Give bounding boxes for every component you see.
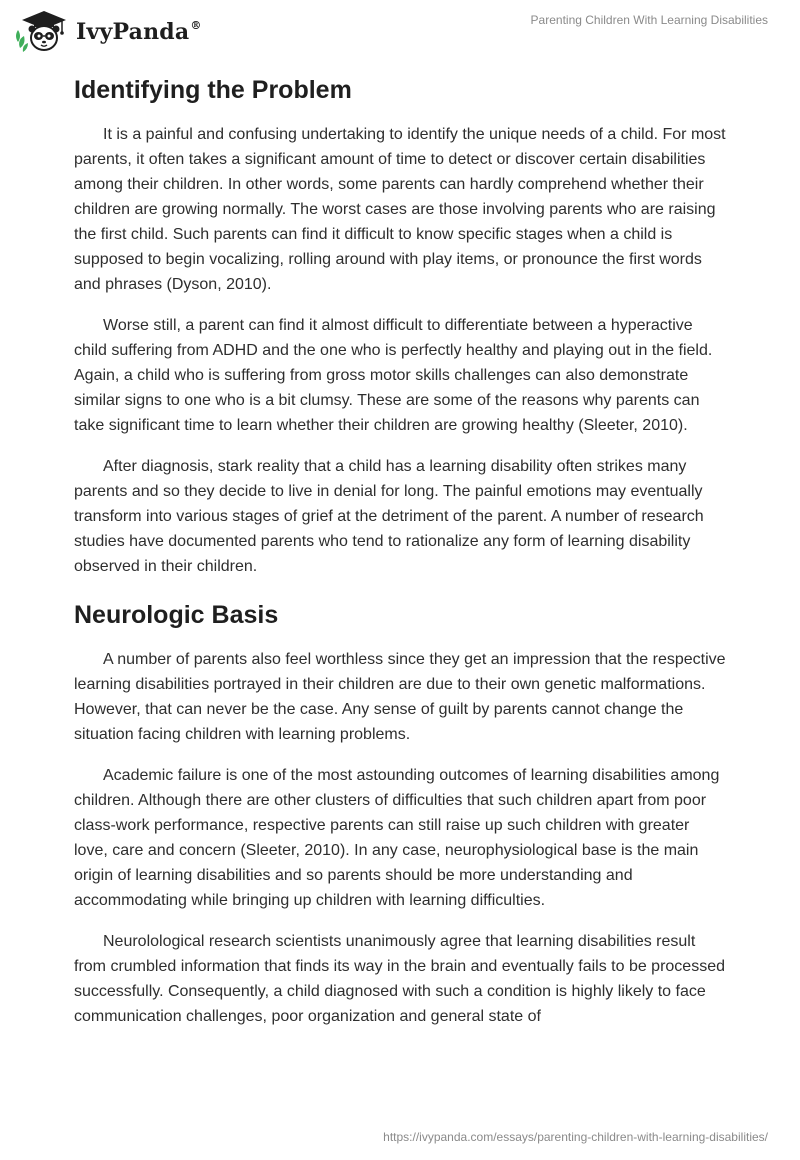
paragraph: Neurolological research scientists unanimously agree that learning disabilities result from crumbled information that finds its way in the brain and eventually fails to be processed successfully. Consequently, a child diagnosed with such a condition is highly likely to face communication challenges, poor organization and general state of — [74, 933, 725, 1025]
source-url[interactable]: https://ivypanda.com/essays/parenting-children-with-learning-disabilities/ — [383, 1130, 768, 1144]
article-body — [74, 70, 726, 1045]
brand-name: IvyPanda® — [76, 18, 202, 45]
paragraph: Academic failure is one of the most astounding outcomes of learning disabilities among children. Although there are other clusters of difficulties that such children apart from poor class-work performance, respective parents can still raise up such children with greater love, care and concern (Sleeter, 2010). In any case, neurophysiological base is the main origin of learning disabilities and so parents should be more understanding and accommodating while bringing up children with learning difficulties. — [74, 767, 720, 909]
document-title: Parenting Children With Learning Disabilities — [530, 13, 768, 27]
section-heading-identifying: Identifying the Problem — [74, 76, 352, 104]
paragraph: It is a painful and confusing undertaking to identify the unique needs of a child. For most parents, it often takes a significant amount of time to detect or discover certain disabilities among their children. In other words, some parents can hardly comprehend whether their children are growing normally. The worst cases are those involving parents who are raising the first child. Such parents can find it difficult to know specific stages when a child is supposed to begin vocalizing, rolling around with play items, or pronounce the first words and phrases (Dyson, 2010). — [74, 126, 726, 293]
page-header — [0, 0, 800, 60]
section-heading-neurologic: Neurologic Basis — [74, 601, 279, 629]
paragraph: After diagnosis, stark reality that a child has a learning disability often strikes many parents and so they decide to live in denial for long. The painful emotions may eventually transform into various stages of grief at the detriment of the parent. A number of research studies have documented parents who tend to rationalize any form of learning disability observed in their children. — [74, 458, 704, 575]
trademark-symbol: ® — [190, 18, 202, 32]
paragraph: Worse still, a parent can find it almost difficult to differentiate between a hyperactive child suffering from ADHD and the one who is perfectly healthy and playing out in the field. Again, a child who is suffering from gross motor skills challenges can also demonstrate similar signs to one who is a bit clumsy. These are some of the reasons why parents can take significant time to learn whether their children are growing healthy (Sleeter, 2010). — [74, 317, 713, 434]
brand-logo[interactable] — [14, 8, 202, 54]
paragraph: A number of parents also feel worthless since they get an impression that the respective learning disabilities portrayed in their children are due to their own genetic malformations. However, that can never be the case. Any sense of guilt by parents cannot change the situation facing children with learning problems. — [74, 651, 726, 743]
panda-graduate-logo-icon — [14, 8, 70, 54]
